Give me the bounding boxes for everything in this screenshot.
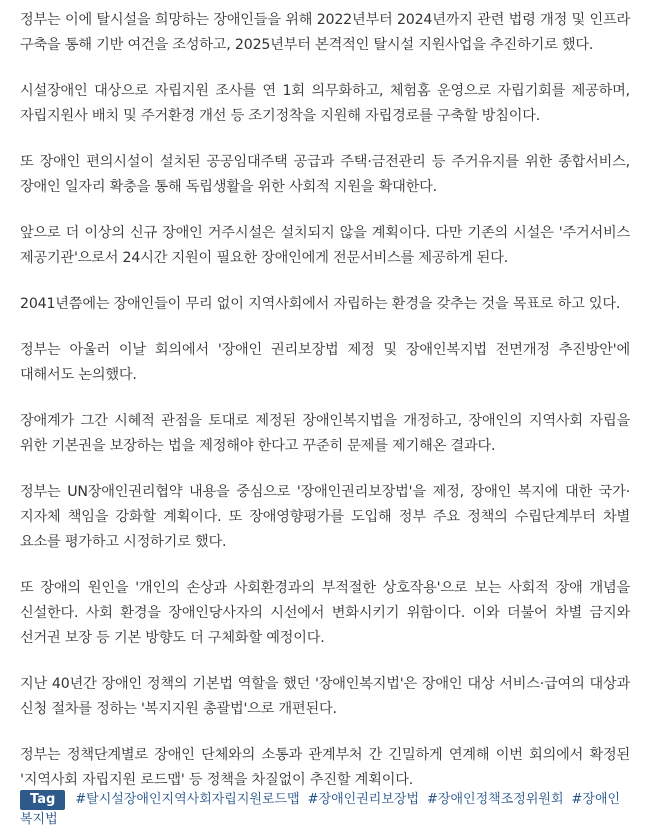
paragraph-9: 또 장애의 원인을 '개인의 손상과 사회환경과의 부적절한 상호작용'으로 보는 사회적 장애 개념을 신설한다. 사회 환경을 장애인당사자의 시선에서 변화시키기 위함이다. 이와 더불어 차별 금지와 선거권 보장 등 기본 방향도 더 구체화할 예정이다.	[20, 580, 630, 646]
paragraph-4: 앞으로 더 이상의 신규 장애인 거주시설은 설치되지 않을 계획이다. 다만 기존의 시설은 '주거서비스 제공기관'으로서 24시간 지원이 필요한 장애인에게 전문서비스를 제공하게 된다.	[20, 225, 630, 266]
paragraph-10: 지난 40년간 장애인 정책의 기본법 역할을 했던 '장애인복지법'은 장애인 대상 서비스·급여의 대상과 신청 절차를 정하는 '복지지원 총괄법'으로 개편된다.	[20, 676, 630, 717]
paragraph-8: 정부는 UN장애인권리협약 내용을 중심으로 '장애인권리보장법'을 제정, 장애인 복지에 대한 국가·지자체 책임을 강화할 계획이다. 또 장애영향평가를 도입해 정부 주요 정책의 수립단계부터 차별 요소를 평가하고 시정하기로 했다.	[20, 484, 630, 550]
tag-badge: Tag	[20, 790, 65, 810]
paragraph-2: 시설장애인 대상으로 자립지원 조사를 연 1회 의무화하고, 체험홈 운영으로 자립기회를 제공하며, 자립지원사 배치 및 주거환경 개선 등 조기정착을 지원해 자립경로를 구축할 방침이다.	[20, 83, 630, 124]
tag-list	[20, 790, 630, 830]
tag-link[interactable]: #장애인권리보장법	[307, 792, 420, 807]
tag-link[interactable]: #탈시설장애인지역사회자립지원로드맵	[75, 792, 300, 807]
paragraph-5: 2041년쯤에는 장애인들이 무리 없이 지역사회에서 자립하는 환경을 갖추는 것을 목표로 하고 있다.	[20, 296, 621, 312]
paragraph-3: 또 장애인 편의시설이 설치된 공공임대주택 공급과 주택·금전관리 등 주거유지를 위한 종합서비스, 장애인 일자리 확충을 통해 독립생활을 위한 사회적 지원을 확대한다.	[20, 154, 630, 195]
tag-link[interactable]: #장애인정책조정위원회	[427, 792, 564, 807]
paragraph-6: 정부는 아울러 이날 회의에서 '장애인 권리보장법 제정 및 장애인복지법 전면개정 추진방안'에 대해서도 논의했다.	[20, 342, 630, 383]
paragraph-11: 정부는 정책단계별로 장애인 단체와의 소통과 관계부처 간 긴밀하게 연계해 이번 회의에서 확정된 '지역사회 자립지원 로드맵' 등 정책을 차질없이 추진할 계획이다.	[20, 747, 630, 788]
tag-link[interactable]: #장애인복지법	[20, 792, 621, 827]
paragraph-1: 정부는 이에 탈시설을 희망하는 장애인들을 위해 2022년부터 2024년까지 관련 법령 개정 및 인프라 구축을 통해 기반 여건을 조성하고, 2025년부터 본격적인 탈시설 지원사업을 추진하기로 했다.	[20, 12, 630, 53]
paragraph-7: 장애계가 그간 시혜적 관점을 토대로 제정된 장애인복지법을 개정하고, 장애인의 지역사회 자립을 위한 기본권을 보장하는 법을 제정해야 한다고 꾸준히 문제를 제기해온 결과다.	[20, 413, 630, 454]
